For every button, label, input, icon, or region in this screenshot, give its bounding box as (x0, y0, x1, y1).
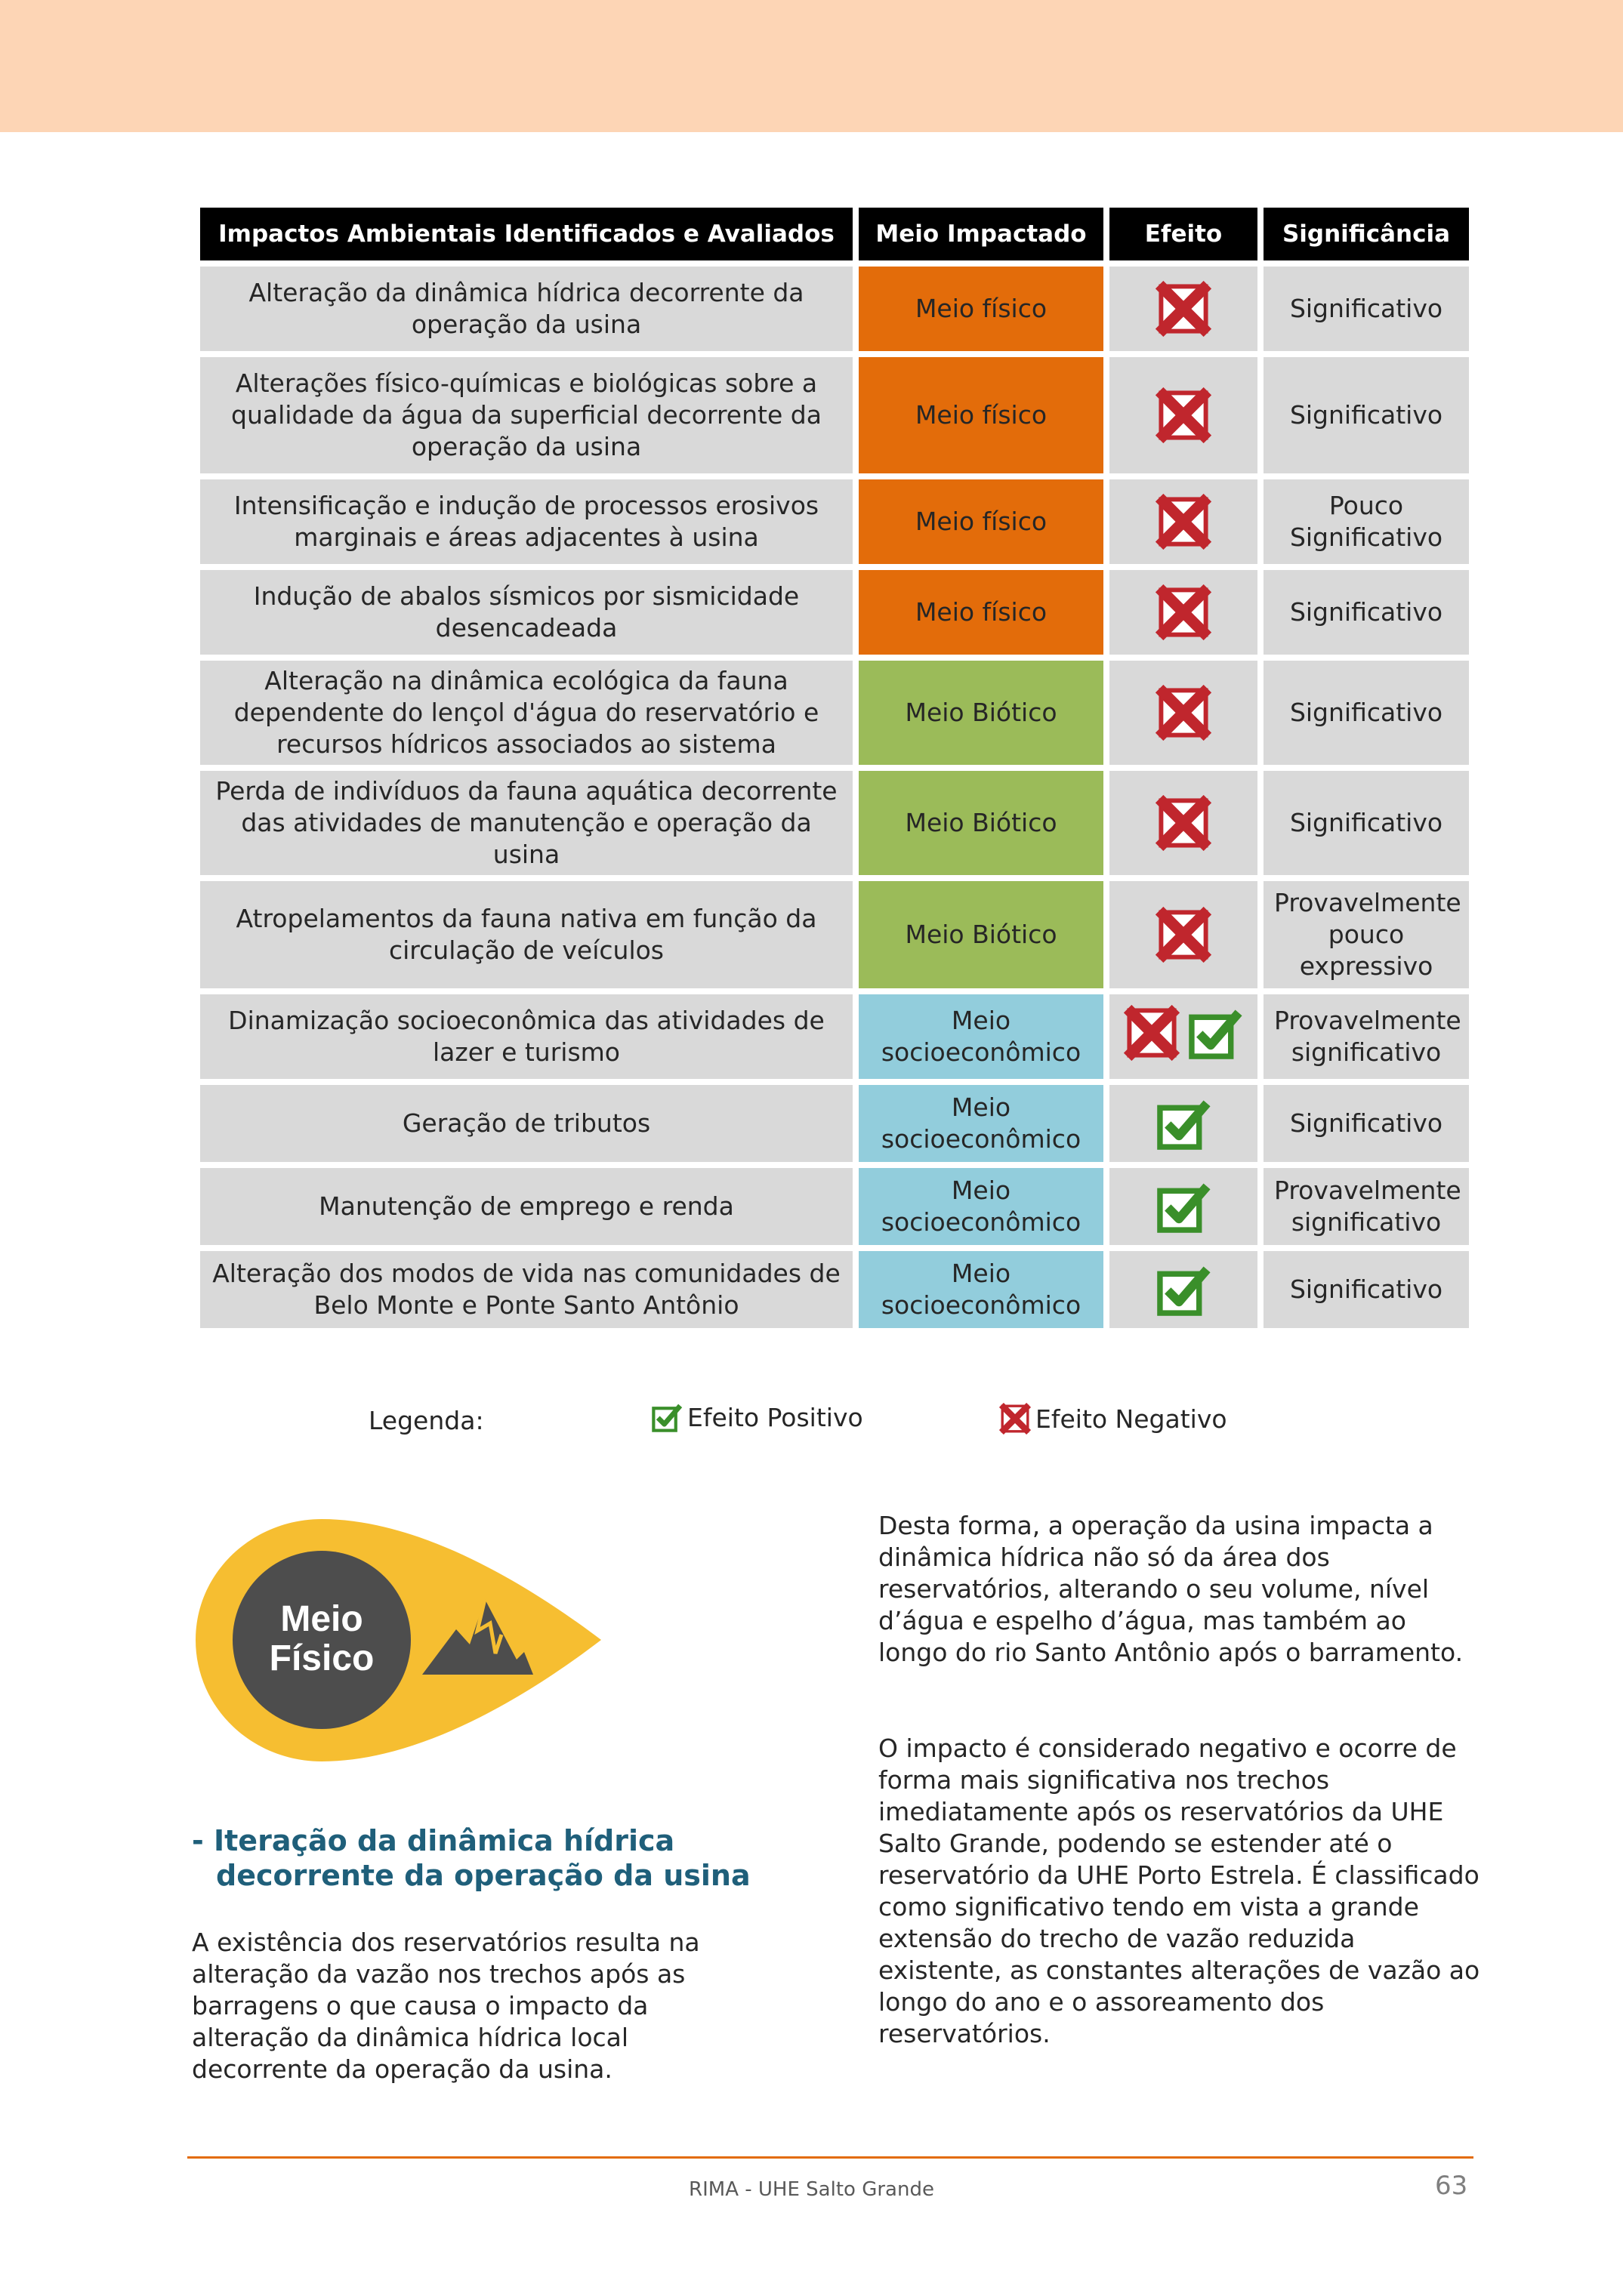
right-paragraph-1: Desta forma, a operação da usina impacta a dinâmica hídrica não só da área dos reservatórios, alterando o seu volume, nível d’água e espelho d’água, mas também ao longo do rio Santo Antônio após o barramento. (878, 1511, 1464, 1667)
effect-cell (1109, 994, 1257, 1079)
badge-line1: Meio (280, 1599, 363, 1639)
section-title (192, 1823, 766, 1893)
left-paragraph: A existência dos reservatórios resulta na alteração da vazão nos trechos após as barragens o que causa o impacto da alteração da dinâmica hídrica local decorrente da operação da usina. (192, 1928, 700, 2084)
impact-cell: Geração de tributos (200, 1085, 853, 1162)
effect-cell (1109, 1251, 1257, 1328)
legend-positive (651, 1401, 863, 1433)
impact-cell: Alteração da dinâmica hídrica decorrente da operação da usina (200, 267, 853, 351)
x-mark-icon (1156, 494, 1211, 550)
legend-positive-label: Efeito Positivo (687, 1402, 863, 1432)
table-row (200, 479, 1469, 564)
footer-divider (187, 2156, 1473, 2159)
effect-cell (1109, 1085, 1257, 1162)
legend-label: Legenda: (369, 1406, 484, 1435)
table-row (200, 267, 1469, 351)
impacts-table (194, 202, 1475, 1334)
effect-cell (1109, 771, 1257, 875)
table-row (200, 771, 1469, 875)
x-mark-icon (1156, 387, 1211, 443)
x-mark-icon (1156, 907, 1211, 963)
header-meio: Meio Impactado (859, 208, 1103, 260)
table-row (200, 1251, 1469, 1328)
meio-cell: Meio Biótico (859, 881, 1103, 988)
table-row (200, 994, 1469, 1079)
significance-cell: Significativo (1264, 661, 1469, 765)
effect-cell (1109, 357, 1257, 473)
impact-cell: Indução de abalos sísmicos por sismicidade desencadeada (200, 570, 853, 655)
impact-cell: Alterações físico-químicas e biológicas sobre a qualidade da água da superficial decorrente da operação da usina (200, 357, 853, 473)
check-icon (651, 1401, 683, 1433)
impact-cell: Intensificação e indução de processos erosivos marginais e áreas adjacentes à usina (200, 479, 853, 564)
effect-cell (1109, 267, 1257, 351)
check-icon (1156, 1096, 1211, 1151)
meio-cell: Meio físico (859, 267, 1103, 351)
check-icon (1156, 1262, 1211, 1318)
impact-cell: Alteração na dinâmica ecológica da fauna dependente do lençol d'água do reservatório e recursos hídricos associados ao sistema (200, 661, 853, 765)
footer-title: RIMA - UHE Salto Grande (689, 2178, 934, 2201)
header-impactos: Impactos Ambientais Identificados e Avaliados (200, 208, 853, 260)
legend (0, 1397, 1623, 1442)
significance-cell: Provavelmente significativo (1264, 1168, 1469, 1245)
significance-cell: Pouco Significativo (1264, 479, 1469, 564)
page-number: 63 (1435, 2171, 1468, 2201)
table-row (200, 357, 1469, 473)
x-mark-icon (1124, 1005, 1180, 1061)
meio-cell: Meio físico (859, 570, 1103, 655)
right-paragraph-2: O impacto é considerado negativo e ocorre de forma mais significativa nos trechos imediatamente após os reservatórios da UHE Salto Grande, podendo se estender até o reservatório da UHE Porto Estrela. É classificado como significativo tendo em vista a grande extensão do trecho de vazão reduzida existente, as constantes alterações de vazão ao longo do ano e o assoreamento dos reservatórios. (878, 1734, 1480, 2048)
significance-cell: Significativo (1264, 570, 1469, 655)
table-row (200, 661, 1469, 765)
meio-fisico-badge (192, 1510, 607, 1771)
meio-cell: Meio físico (859, 357, 1103, 473)
section-title-line2: decorrente da operação da usina (216, 1859, 751, 1892)
meio-cell: Meio socioeconômico (859, 1085, 1103, 1162)
badge-line2: Físico (269, 1638, 375, 1678)
check-icon (1156, 1179, 1211, 1234)
meio-cell: Meio socioeconômico (859, 1168, 1103, 1245)
x-mark-icon (1156, 281, 1211, 337)
x-mark-icon (1156, 685, 1211, 741)
header-efeito: Efeito (1109, 208, 1257, 260)
significance-cell: Significativo (1264, 357, 1469, 473)
x-mark-icon (1156, 795, 1211, 851)
meio-cell: Meio socioeconômico (859, 994, 1103, 1079)
significance-cell: Provavelmente pouco expressivo (1264, 881, 1469, 988)
table-header-row (200, 208, 1469, 260)
table-row (200, 570, 1469, 655)
meio-cell: Meio Biótico (859, 661, 1103, 765)
legend-negative-label: Efeito Negativo (1035, 1404, 1227, 1434)
effect-cell (1109, 479, 1257, 564)
table-row (200, 881, 1469, 988)
effect-cell (1109, 570, 1257, 655)
table-row (200, 1085, 1469, 1162)
x-mark-icon (1156, 584, 1211, 640)
significance-cell: Significativo (1264, 1251, 1469, 1328)
section-title-line1: - Iteração da dinâmica hídrica (192, 1824, 675, 1857)
significance-cell: Significativo (1264, 267, 1469, 351)
effect-cell (1109, 661, 1257, 765)
table-row (200, 1168, 1469, 1245)
impact-cell: Alteração dos modos de vida nas comunidades de Belo Monte e Ponte Santo Antônio (200, 1251, 853, 1328)
legend-negative (999, 1403, 1227, 1435)
significance-cell: Significativo (1264, 1085, 1469, 1162)
meio-cell: Meio socioeconômico (859, 1251, 1103, 1328)
significance-cell: Significativo (1264, 771, 1469, 875)
x-mark-icon (999, 1403, 1031, 1435)
impact-cell: Atropelamentos da fauna nativa em função da circulação de veículos (200, 881, 853, 988)
impact-cell: Manutenção de emprego e renda (200, 1168, 853, 1245)
header-significancia: Significância (1264, 208, 1469, 260)
effect-cell (1109, 1168, 1257, 1245)
significance-cell: Provavelmente significativo (1264, 994, 1469, 1079)
effect-cell (1109, 881, 1257, 988)
check-icon (1187, 1005, 1243, 1061)
meio-cell: Meio físico (859, 479, 1103, 564)
impact-cell: Dinamização socioeconômica das atividades de lazer e turismo (200, 994, 853, 1079)
header-band (0, 0, 1623, 132)
impact-cell: Perda de indivíduos da fauna aquática decorrente das atividades de manutenção e operação da usina (200, 771, 853, 875)
meio-cell: Meio Biótico (859, 771, 1103, 875)
